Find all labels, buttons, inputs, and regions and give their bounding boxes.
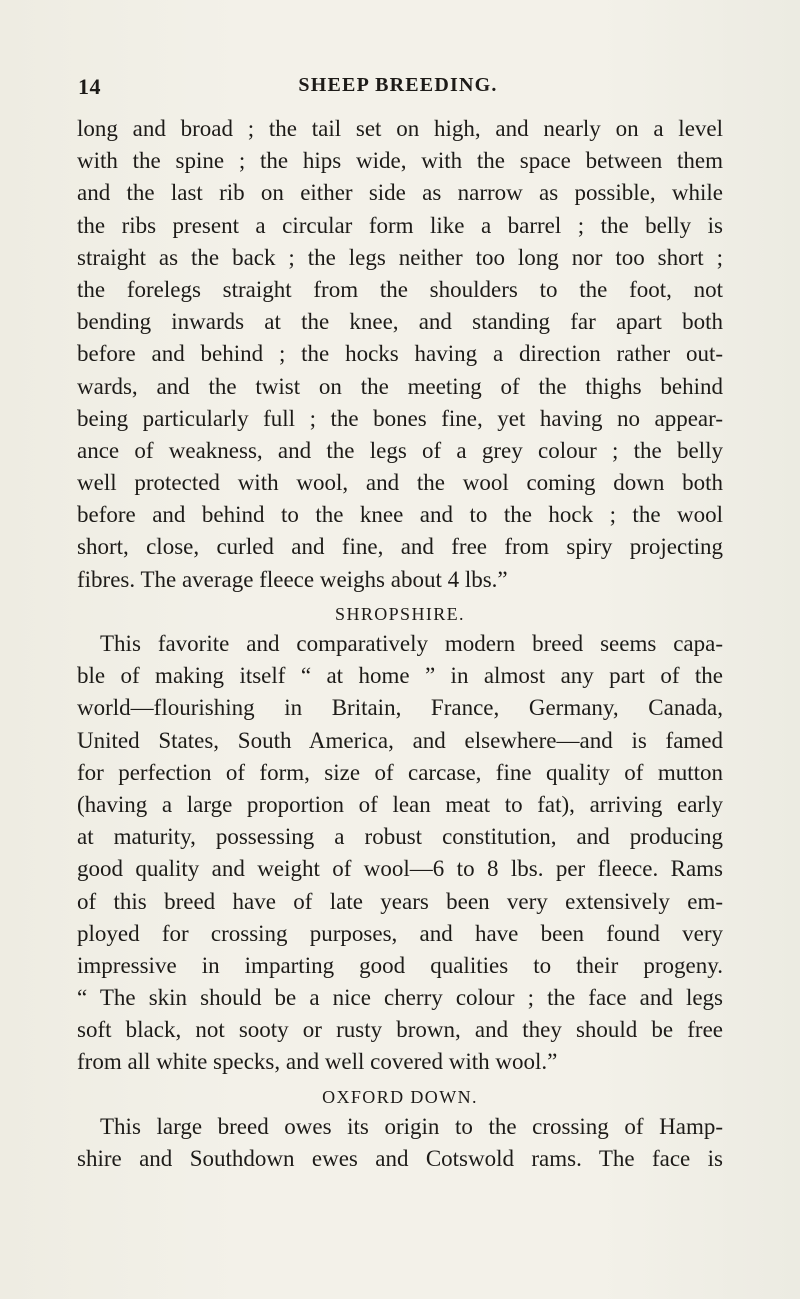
text-line: well protected with wool, and the wool coming down both (77, 470, 723, 496)
text-line: shire and Southdown ewes and Cotswold rams. The face is (77, 1146, 723, 1171)
text-line: fibres. The average fleece weighs about 4 lbs.” (77, 566, 508, 592)
text-line: bending inwards at the knee, and standing far apart both (77, 309, 723, 335)
text-line: for perfection of form, size of carcase, fine quality of mutton (77, 759, 723, 785)
text-line: (having a large proportion of lean meat to fat), arriving early (77, 791, 723, 817)
text-line: being particularly full ; the bones fine, yet having no appear- (77, 405, 723, 431)
text-line: straight as the back ; the legs neither too long nor too short ; (77, 244, 723, 270)
text-line: “ The skin should be a nice cherry colour ; the face and legs (77, 985, 723, 1011)
paragraph-oxford-down (77, 1111, 723, 1175)
text-line: soft black, not sooty or rusty brown, and they should be free (77, 1017, 723, 1043)
section-heading-oxford-down: OXFORD DOWN. (322, 1086, 478, 1107)
section-heading-shropshire: SHROPSHIRE. (335, 603, 465, 624)
text-line: the ribs present a circular form like a barrel ; the belly is (77, 212, 723, 238)
text-line: from all white specks, and well covered with wool.” (77, 1049, 558, 1075)
text-line: and the last rib on either side as narrow as possible, while (77, 180, 723, 206)
text-line: ble of making itself “ at home ” in almost any part of the (77, 663, 723, 689)
text-line: the forelegs straight from the shoulders to the foot, not (77, 276, 723, 302)
text-line: ance of weakness, and the legs of a grey colour ; the belly (77, 437, 723, 463)
text-line: good quality and weight of wool—6 to 8 lbs. per fleece. Rams (77, 856, 723, 882)
text-line: long and broad ; the tail set on high, and nearly on a level (77, 116, 723, 141)
text-line: impressive in imparting good qualities to their progeny. (77, 952, 723, 978)
text-line: before and behind to the knee and to the hock ; the wool (77, 502, 723, 528)
text-line: This large breed owes its origin to the crossing of Hamp- (100, 1113, 723, 1139)
page-header (78, 74, 718, 108)
page-number: 14 (78, 74, 101, 99)
text-line: This favorite and comparatively modern breed seems capa- (100, 631, 723, 656)
text-line: United States, South America, and elsewhere—and is famed (77, 727, 723, 753)
text-line: with the spine ; the hips wide, with the space between them (77, 148, 723, 174)
running-head: SHEEP BREEDING. (298, 74, 498, 96)
body-text (77, 113, 723, 1175)
text-line: ployed for crossing purposes, and have been found very (77, 920, 723, 946)
text-line: short, close, curled and fine, and free from spiry projecting (77, 534, 723, 560)
text-line: at maturity, possessing a robust constitution, and producing (77, 824, 723, 850)
text-line: wards, and the twist on the meeting of the thighs behind (77, 373, 723, 399)
paragraph-shropshire (77, 628, 723, 1079)
paragraph-leicester-continuation (77, 113, 723, 596)
text-line: of this breed have of late years been very extensively em- (77, 888, 723, 914)
text-line: before and behind ; the hocks having a direction rather out- (77, 341, 723, 367)
text-line: world—flourishing in Britain, France, Germany, Canada, (77, 695, 723, 721)
